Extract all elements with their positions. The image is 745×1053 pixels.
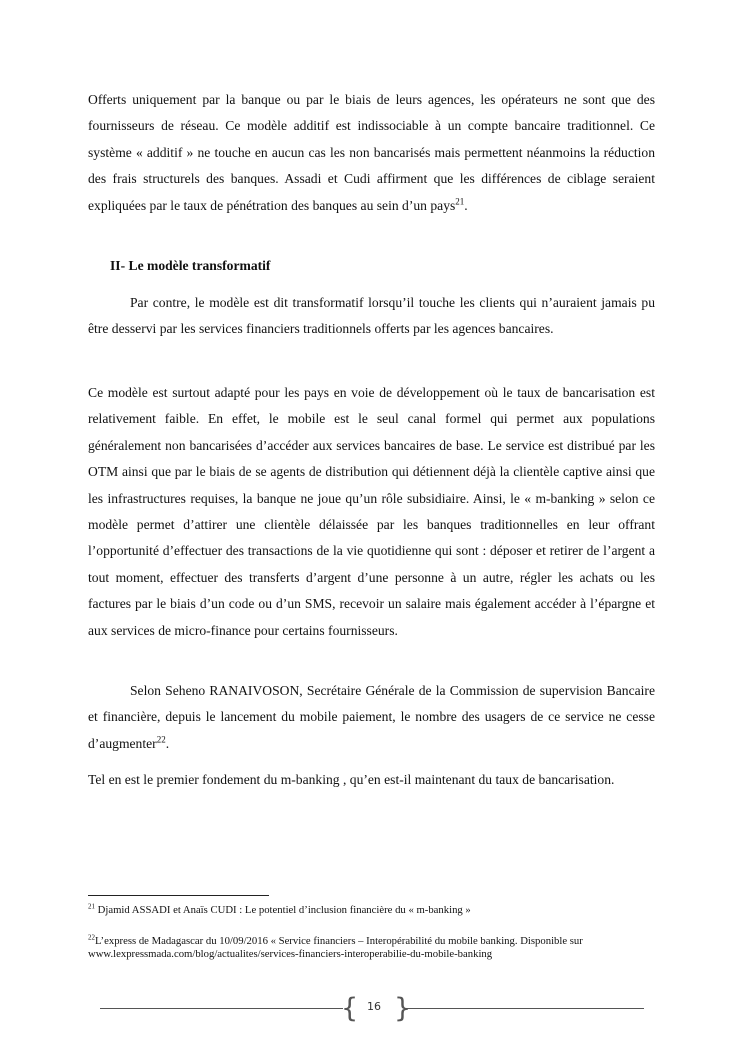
paragraph-4 [88,678,655,757]
paragraph-2: Par contre, le modèle est dit transformatif lorsqu’il touche les clients qui n’auraient jamais pu être desservi par les services financiers traditionnels offerts par les agences bancaires. [88,295,655,337]
footnote-number: 21 [88,902,95,911]
paragraph-1-end: . [464,197,468,213]
paragraph-1-text: Offerts uniquement par la banque ou par le biais de leurs agences, les opérateurs ne sont que des fournisseurs de réseau. Ce modèle additif est indissociable à un compte bancaire traditionnel. Ce système « additif » ne touche en aucun cas les non bancarisés mais permettent néanmoins la réduction des frais structurels des banques. Assadi et Cudi affirment que les différences de ciblage seraient expliquées par le taux de pénétration des banques au sein d’un pays [88,92,655,213]
page-footer-brace-right: } [394,993,412,1024]
paragraph-5: Tel en est le premier fondement du m-banking , qu’en est-il maintenant du taux de bancarisation. [88,772,615,787]
footnote-number: 22 [88,933,95,942]
page-footer-rule-right [406,1008,644,1009]
footnote-22 [88,935,662,961]
paragraph-4-text: Selon Seheno RANAIVOSON, Secrétaire Générale de la Commission de supervision Bancaire et financière, depuis le lancement du mobile paiement, le nombre des usagers de ce service ne cesse d’augmenter [88,683,655,751]
footnote-text: L’express de Madagascar du 10/09/2016 « Service financiers – Interopérabilité du mobile banking. Disponible sur www.lexpressmada.com/blog/actualites/services-financiers-interoperabilie-du-mobile-banking [88,935,583,960]
paragraph-4-end: . [165,735,170,751]
paragraph-1 [88,87,655,219]
footnote-21 [88,904,662,917]
footnote-ref-22[interactable]: 22 [156,734,166,745]
paragraph-3: Ce modèle est surtout adapté pour les pays en voie de développement où le taux de bancarisation est relativement faible. En effet, le mobile est le seul canal formel qui permet aux populations généralement non bancarisées d’accéder aux services bancaires de base. Le service est distribué par les OTM ainsi que par le biais de se agents de distribution qui détiennent déjà la clientèle captive ainsi que les infrastructures requises, la banque ne joue qu’un rôle subsidiaire. Ainsi, le « m-banking » selon ce modèle permet d’attirer une clientèle délaissée par les banques traditionnelles en leur offrant l’opportunité d’effectuer des transactions de la vie quotidienne qui sont : déposer et retirer de l’argent a tout moment, effectuer des transferts d’argent d’une personne à un autre, régler les achats ou les factures par le biais d’un code ou d’un SMS, recevoir un salaire mais également accéder à l’épargne et aux services de micro-finance pour certains fournisseurs. [88,385,655,638]
page-number: 16 [367,1000,381,1013]
page-footer-rule-left [100,1008,343,1009]
page-footer-brace-left: { [341,993,359,1024]
section-heading: II- Le modèle transformatif [110,258,271,273]
footnote-separator [88,895,269,896]
footnote-text: Djamid ASSADI et Anaïs CUDI : Le potentiel d’inclusion financière du « m-banking » [95,904,471,916]
footnote-ref-21[interactable]: 21 [455,196,465,207]
